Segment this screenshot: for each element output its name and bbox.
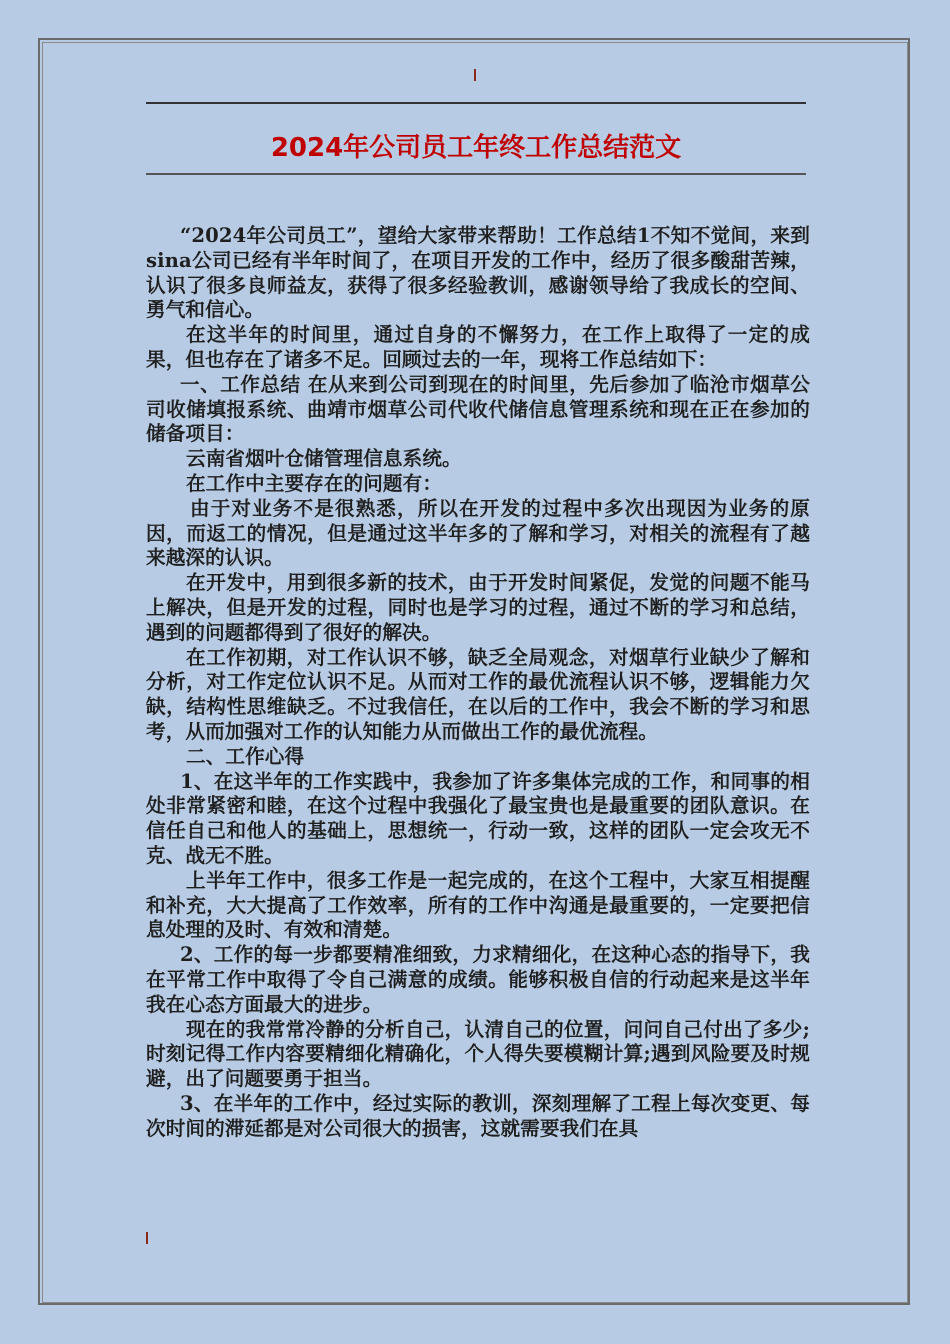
header-cursor-mark (474, 69, 476, 81)
document-title: 2024年公司员工年终工作总结范文 (270, 133, 682, 163)
paragraph: 在开发中，用到很多新的技术，由于开发时间紧促，发觉的问题不能马上解决，但是开发的过程，同时也是学习的过程，通过不断的学习和总结，遇到的问题都得到了很好的解决。 (146, 571, 810, 644)
section-heading-work-experience: 二、工作心得 (186, 744, 305, 768)
paragraph: 在这半年的时间里，通过自身的不懈努力，在工作上取得了一定的成果，但也存在了诸多不足。回顾过去的一年，现将工作总结如下： (146, 323, 810, 371)
document-body (146, 224, 810, 1141)
paragraph: 云南省烟叶仓储管理信息系统。 (186, 447, 462, 471)
paragraph: 在工作初期，对工作认识不够，缺乏全局观念，对烟草行业缺少了解和分析，对工作定位认识不足。从而对工作的最优流程认识不够，逻辑能力欠缺，结构性思维缺乏。不过我信任，在以后的工作中，我会不断的学习和思考，从而加强对工作的认知能力从而做出工作的最优流程。 (146, 645, 810, 743)
paragraph: 上半年工作中，很多工作是一起完成的，在这个工程中，大家互相提醒和补充，大大提高了工作效率，所有的工作中沟通是最重要的，一定要把信息处理的及时、有效和清楚。 (146, 868, 810, 942)
paragraph: 1、在这半年的工作实践中，我参加了许多集体完成的工作，和同事的相处非常紧密和睦，在这个过程中我强化了最宝贵也是最重要的团队意识。在信任自己和他人的基础上，思想统一，行动一致，这样的团队一定会攻无不克、战无不胜。 (146, 769, 810, 867)
paragraph: 在工作中主要存在的问题有： (186, 471, 443, 495)
paragraph: 2、工作的每一步都要精准细致，力求精细化，在这种心态的指导下，我在平常工作中取得了令自己满意的成绩。能够积极自信的行动起来是这半年我在心态方面最大的进步。 (146, 943, 810, 1016)
paragraph: 现在的我常常冷静的分析自己，认清自己的位置，问问自己付出了多少;时刻记得工作内容要精细化精确化，个人得失要模糊计算;遇到风险要及时规避，出了问题要勇于担当。 (146, 1017, 810, 1091)
paragraph-intro: “2024年公司员工”，望给大家带来帮助！工作总结1不知不觉间，来到sina公司已经有半年时间了，在项目开发的工作中，经历了很多酸甜苦辣，认识了很多良师益友，获得了很多经验教训，感谢领导给了我成长的空间、勇气和信心。 (146, 224, 810, 322)
section-heading-work-summary: 一、工作总结 在从来到公司到现在的时间里，先后参加了临沧市烟草公司收储填报系统、曲靖市烟草公司代收代储信息管理系统和现在正在参加的储备项目： (146, 372, 810, 446)
paragraph: 由于对业务不是很熟悉，所以在开发的过程中多次出现因为业务的原因，而返工的情况，但是通过这半年多的了解和学习，对相关的流程有了越来越深的认识。 (146, 496, 810, 570)
footer-cursor-mark (146, 1232, 148, 1244)
header-rule (146, 102, 806, 104)
title-rule (146, 173, 806, 175)
paragraph: 3、在半年的工作中，经过实际的教训，深刻理解了工程上每次变更、每次时间的滞延都是对公司很大的损害，这就需要我们在具 (146, 1091, 810, 1140)
